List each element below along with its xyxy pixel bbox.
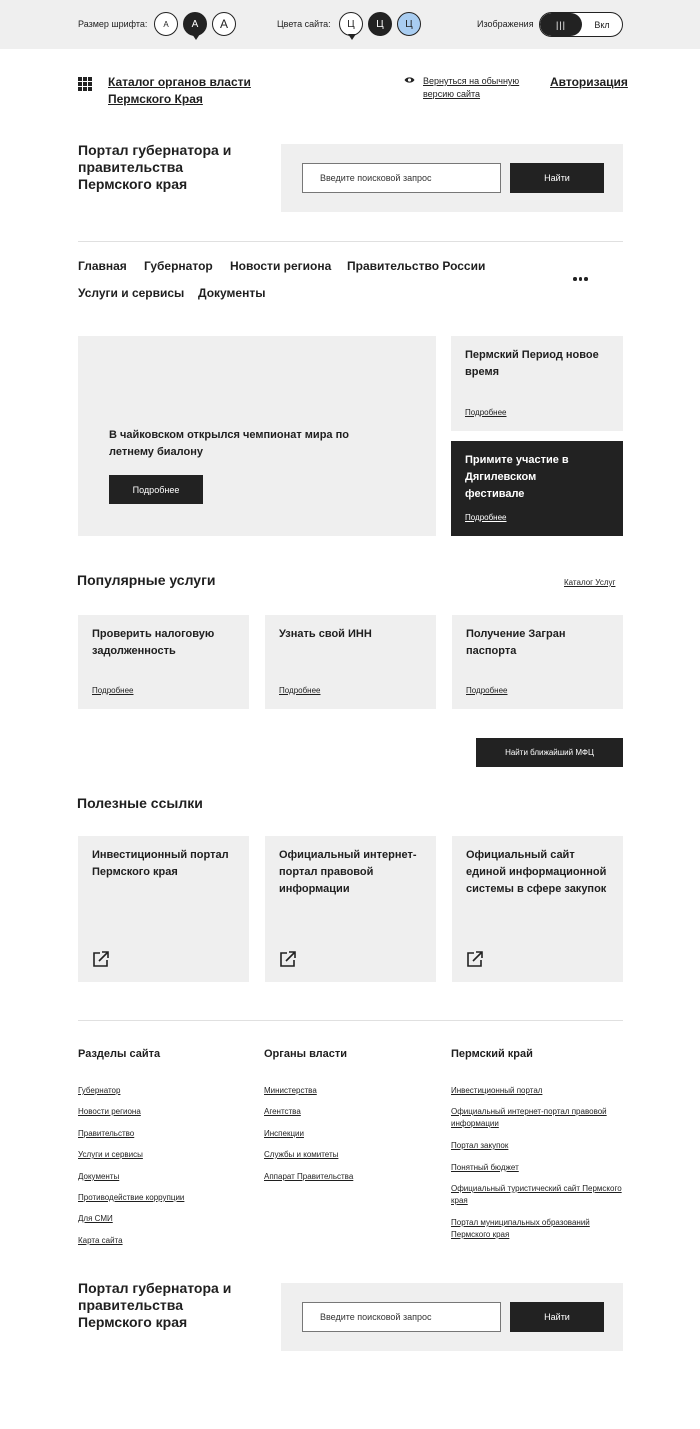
- popular-services-title: Популярные услуги: [77, 572, 216, 588]
- service-card-passport[interactable]: [452, 615, 623, 709]
- nav-item-documents[interactable]: Документы: [198, 286, 266, 300]
- service-details-link[interactable]: Подробнее: [279, 686, 321, 695]
- footer-link[interactable]: Понятный бюджет: [451, 1163, 519, 1172]
- accessibility-bar: [0, 0, 700, 49]
- footer-divider: [78, 1020, 623, 1021]
- color-scheme-white-button[interactable]: Ц: [339, 12, 363, 36]
- eye-icon: [404, 76, 415, 84]
- link-card-legal-portal[interactable]: [265, 836, 436, 982]
- site-colors-label: Цвета сайта:: [277, 19, 331, 29]
- festival-title: Примите участие в Дягилевском фестивале: [465, 454, 569, 500]
- link-card-procurement-system[interactable]: [452, 836, 623, 982]
- footer-link[interactable]: Агентства: [264, 1107, 301, 1116]
- more-menu-icon[interactable]: [573, 277, 588, 281]
- footer-link[interactable]: Портал муниципальных образований Пермского края: [451, 1218, 590, 1239]
- font-size-large-button[interactable]: A: [212, 12, 236, 36]
- service-title: Получение Загран паспорта: [466, 628, 566, 657]
- footer-link[interactable]: Новости региона: [78, 1107, 141, 1116]
- footer-link[interactable]: Официальный туристический сайт Пермского края: [451, 1184, 622, 1205]
- footer-link[interactable]: Официальный интернет-портал правовой информации: [451, 1107, 607, 1128]
- grid-menu-icon[interactable]: [78, 77, 92, 91]
- images-label: Изображения: [477, 19, 534, 29]
- side-news-card[interactable]: [451, 336, 623, 431]
- hero-news-title: В чайковском открылся чемпионат мира по летнему биалону: [109, 429, 349, 458]
- footer-link[interactable]: Портал закупок: [451, 1141, 509, 1150]
- footer-link[interactable]: Инспекции: [264, 1129, 304, 1138]
- footer-link[interactable]: Аппарат Правительства: [264, 1172, 354, 1181]
- footer-link[interactable]: Противодействие коррупции: [78, 1193, 185, 1202]
- font-size-medium-button[interactable]: A: [183, 12, 207, 36]
- festival-card[interactable]: [451, 441, 623, 536]
- external-link-icon: [92, 950, 110, 968]
- catalog-authorities-link[interactable]: Каталог органов власти Пермского Края: [108, 75, 251, 106]
- footer-link[interactable]: Губернатор: [78, 1086, 121, 1095]
- service-card-tax-debt[interactable]: [78, 615, 249, 709]
- footer-search-box: [281, 1283, 623, 1351]
- font-size-small-button[interactable]: A: [154, 12, 178, 36]
- hero-details-button[interactable]: Подробнее: [109, 475, 203, 504]
- search-input[interactable]: Введите поисковой запрос: [302, 163, 501, 193]
- regular-version-link[interactable]: Вернуться на обычную версию сайта: [423, 76, 520, 99]
- nav-item-governor[interactable]: Губернатор: [144, 259, 213, 273]
- footer-link[interactable]: Документы: [78, 1172, 120, 1181]
- footer-authorities-title: Органы власти: [264, 1048, 348, 1060]
- nav-item-regional-news[interactable]: Новости региона: [230, 259, 332, 273]
- external-link-icon: [279, 950, 297, 968]
- footer-link[interactable]: Карта сайта: [78, 1236, 123, 1245]
- images-toggle[interactable]: [539, 12, 623, 37]
- nav-item-home[interactable]: Главная: [78, 259, 127, 273]
- find-mfc-button[interactable]: Найти ближайший МФЦ: [476, 738, 623, 767]
- search-box: [281, 144, 623, 212]
- services-catalog-link[interactable]: Каталог Услуг: [564, 578, 616, 587]
- service-title: Проверить налоговую задолженность: [92, 628, 215, 657]
- footer-link[interactable]: Инвестиционный портал: [451, 1086, 543, 1095]
- divider: [78, 241, 623, 242]
- search-button[interactable]: Найти: [510, 163, 604, 193]
- link-card-title: Официальный интернет-портал правовой информации: [279, 849, 417, 895]
- footer-link[interactable]: Услуги и сервисы: [78, 1150, 143, 1159]
- authorization-link[interactable]: Авторизация: [550, 75, 628, 89]
- service-title: Узнать свой ИНН: [279, 628, 372, 640]
- footer-link[interactable]: Службы и комитеты: [264, 1150, 339, 1159]
- footer-link[interactable]: Правительство: [78, 1129, 135, 1138]
- footer-sections-title: Разделы сайта: [78, 1048, 161, 1060]
- portal-title: Портал губернатора и правительства Пермского края: [78, 142, 232, 192]
- font-size-label: Размер шрифта:: [78, 19, 148, 29]
- link-card-investment-portal[interactable]: [78, 836, 249, 982]
- festival-details-link[interactable]: Подробнее: [465, 513, 507, 522]
- footer-link[interactable]: Министерства: [264, 1086, 317, 1095]
- service-details-link[interactable]: Подробнее: [92, 686, 134, 695]
- color-scheme-black-button[interactable]: Ц: [368, 12, 392, 36]
- color-scheme-blue-button[interactable]: Ц: [397, 12, 421, 36]
- side-news-details-link[interactable]: Подробнее: [465, 408, 507, 417]
- link-card-title: Официальный сайт единой информационной системы в сфере закупок: [466, 849, 607, 895]
- external-link-icon: [466, 950, 484, 968]
- footer-link[interactable]: Для СМИ: [78, 1214, 113, 1223]
- service-card-inn[interactable]: [265, 615, 436, 709]
- footer-perm-region-title: Пермский край: [451, 1048, 533, 1060]
- footer-search-input[interactable]: Введите поисковой запрос: [302, 1302, 501, 1332]
- nav-item-services[interactable]: Услуги и сервисы: [78, 286, 185, 300]
- nav-item-russian-government[interactable]: Правительство России: [347, 259, 486, 273]
- footer-portal-title: Портал губернатора и правительства Пермского края: [78, 1280, 232, 1330]
- hero-news-card[interactable]: [78, 336, 436, 536]
- useful-links-title: Полезные ссылки: [77, 795, 203, 811]
- service-details-link[interactable]: Подробнее: [466, 686, 508, 695]
- images-toggle-on[interactable]: Вкл: [594, 19, 610, 30]
- images-toggle-off[interactable]: |||: [540, 13, 582, 36]
- footer-search-button[interactable]: Найти: [510, 1302, 604, 1332]
- link-card-title: Инвестиционный портал Пермского края: [92, 849, 229, 878]
- side-news-title: Пермский Период новое время: [465, 349, 599, 378]
